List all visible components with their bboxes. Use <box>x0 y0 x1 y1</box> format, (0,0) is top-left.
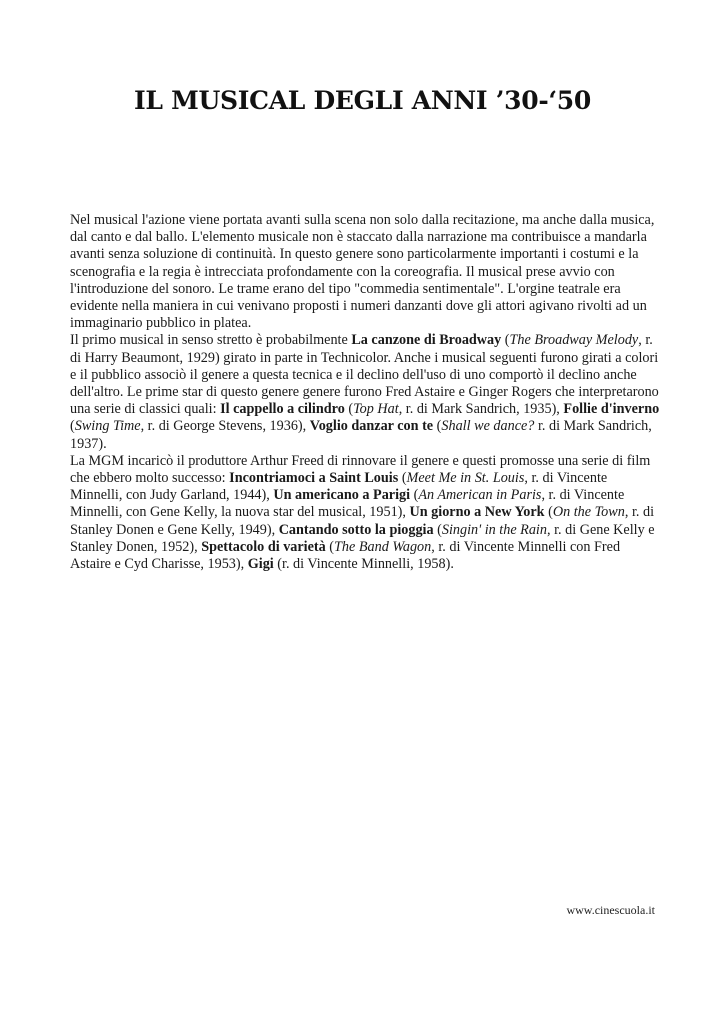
text-run: , r. di George Stevens, 1936), <box>140 418 310 435</box>
text-run: ( <box>433 521 442 538</box>
text-run: , r. di Vincente Minnelli con Fred Astaire e Cyd Charisse, 1953), <box>70 538 621 573</box>
text-run: ( <box>433 418 442 435</box>
film-title: Un americano a Parigi <box>273 487 411 504</box>
paragraph <box>70 332 660 452</box>
footer-website: www.cinescuola.it <box>566 903 655 917</box>
text-run: , r. di Gene Kelly e Stanley Donen, 1952), <box>70 521 655 555</box>
text-run: ( <box>398 470 407 487</box>
text-run: r. di Mark Sandrich, 1937). <box>70 418 652 452</box>
original-title: The Band Wagon <box>334 538 432 555</box>
paragraph <box>70 453 660 573</box>
film-title: Follie d'inverno <box>563 401 660 418</box>
text-run: ( <box>325 538 335 555</box>
text-run: ( <box>501 332 510 349</box>
film-title: Voglio danzar con te <box>309 418 434 435</box>
text-run: ( <box>344 401 354 418</box>
original-title: Shall we dance? <box>441 418 535 435</box>
text-run: (r. di Vincente Minnelli, 1958). <box>273 556 454 573</box>
text-run: ( <box>410 487 419 504</box>
original-title: An American in Paris <box>418 487 542 504</box>
film-title: La canzone di Broadway <box>351 332 502 349</box>
original-title: Top Hat <box>353 401 399 418</box>
document-body <box>70 212 660 573</box>
text-run: , r. di Stanley Donen e Gene Kelly, 1949), <box>70 504 655 538</box>
text-run: ( <box>544 504 553 521</box>
text-run: , r. di Mark Sandrich, 1935), <box>398 401 564 418</box>
film-title: Il cappello a cilindro <box>220 401 345 418</box>
text-run: Il primo musical in senso stretto è probabilmente <box>70 332 352 349</box>
film-title: Un giorno a New York <box>409 504 545 521</box>
paragraph <box>70 212 660 332</box>
original-title: The Broadway Melody <box>509 332 639 349</box>
text-run: , r. di Vincente Minnelli, con Judy Garland, 1944), <box>70 470 608 504</box>
original-title: Swing Time <box>74 418 141 435</box>
original-title: Meet Me in St. Louis <box>406 470 525 487</box>
text-run: , r. di Vincente Minnelli, con Gene Kelly, la nuova star del musical, 1951), <box>70 487 625 521</box>
text-run: , r. di Harry Beaumont, 1929) girato in parte in Technicolor. Anche i musical seguenti furono girati a colori e il pubblico associò il genere a questa tecnica e il declino dell'uso di uno comportò il declino anche dell'altro. Le prime star di questo genere genere furono Fred Astaire e Ginger Rogers che interpretarono una serie di classici quali: <box>70 332 659 418</box>
original-title: Singin' in the Rain <box>441 521 547 538</box>
text-run: ( <box>70 418 75 435</box>
film-title: Cantando sotto la pioggia <box>278 521 434 538</box>
film-title: Gigi <box>247 556 274 573</box>
text-run: Nel musical l'azione viene portata avanti sulla scena non solo dalla recitazione, ma anche dalla musica, dal canto e dal ballo. L'elemento musicale non è staccato dalla narrazione ma contribuisce a mandarla avanti senza soluzione di continuità. In questo genere sono particolarmente importanti i costumi e la scenografia e la regia è intrecciata profondamente con la coreografia. Il musical prese avvio con l'introduzione del sonoro. Le trame erano del tipo "commedia sentimentale". L'orgine teatrale era evidente nella maniera in cui venivano proposti i numeri danzanti dove gli attori agivano rivolti ad un immaginario pubblico in platea. <box>70 212 655 332</box>
original-title: On the Town <box>552 504 625 521</box>
page-title: IL MUSICAL DEGLI ANNI ’30-‘50 <box>134 86 591 115</box>
film-title: Incontriamoci a Saint Louis <box>229 470 399 487</box>
text-run: La MGM incaricò il produttore Arthur Freed di rinnovare il genere e questi promosse una serie di film che ebbero molto successo: <box>70 452 651 487</box>
film-title: Spettacolo di varietà <box>201 538 326 555</box>
